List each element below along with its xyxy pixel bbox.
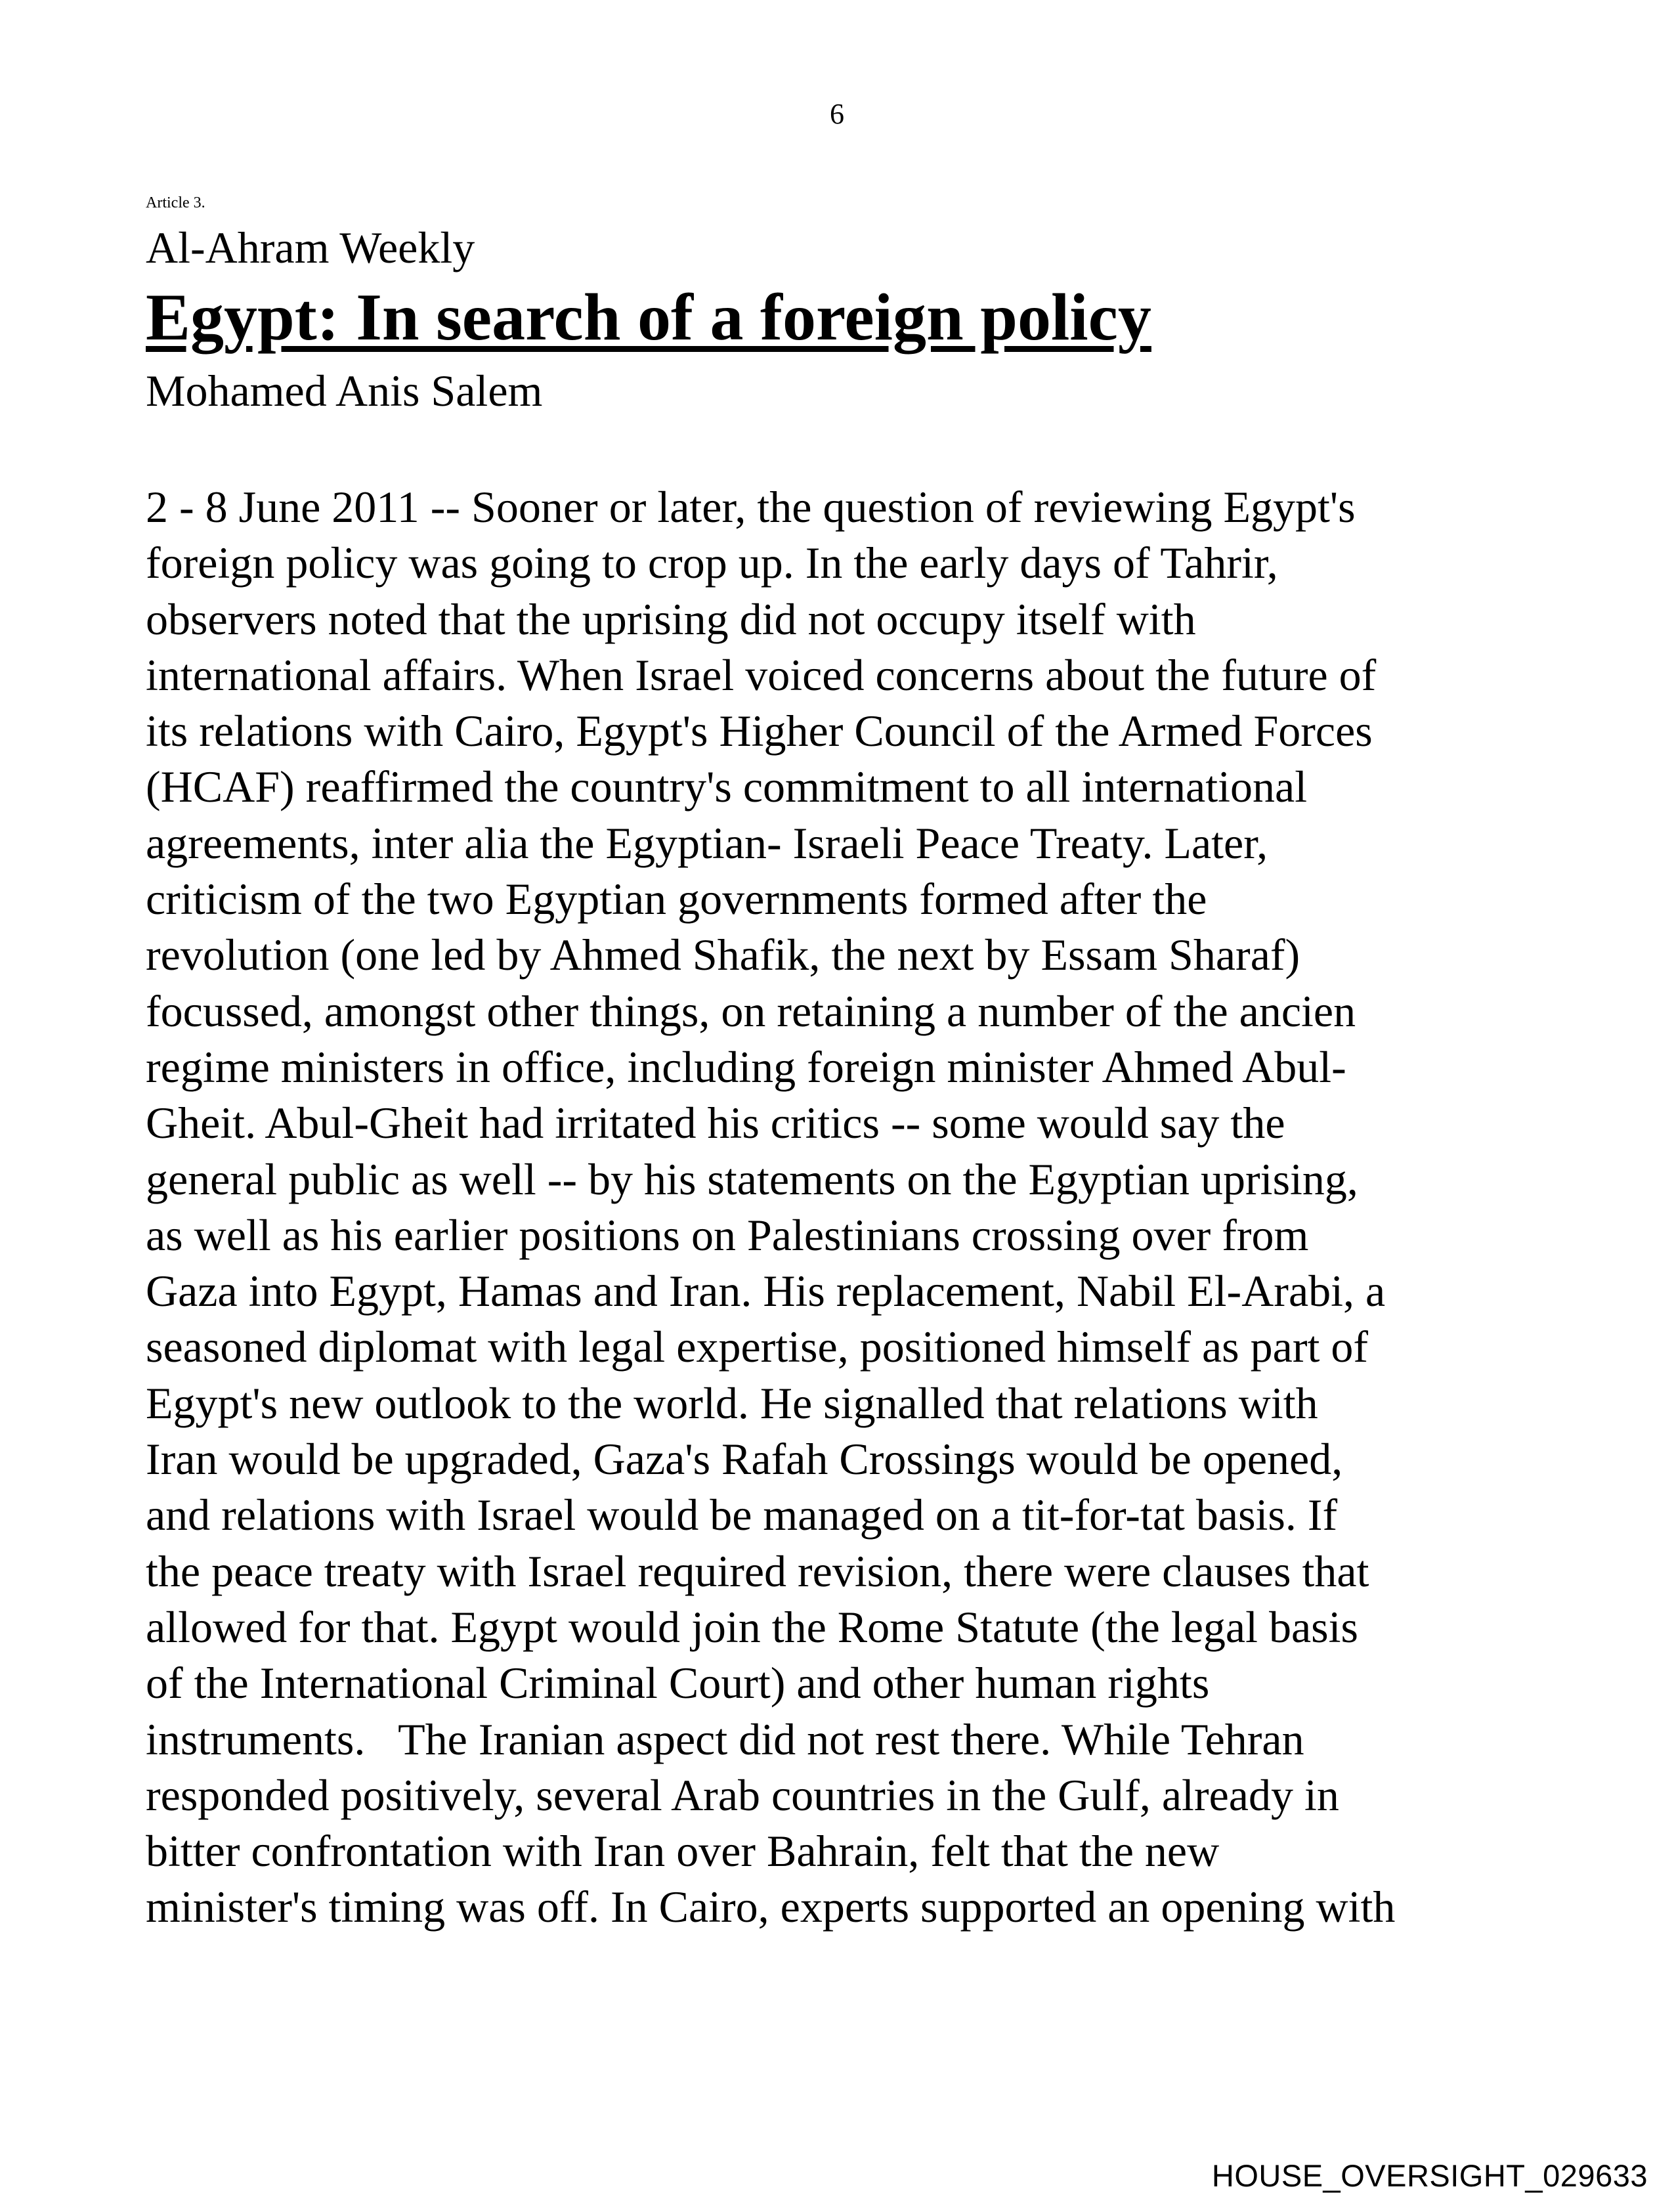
article-author: Mohamed Anis Salem bbox=[146, 366, 543, 416]
document-id: HOUSE_OVERSIGHT_029633 bbox=[1211, 2158, 1648, 2193]
article-label: Article 3. bbox=[146, 194, 205, 211]
body-line: minister's timing was off. In Cairo, experts supported an opening with bbox=[146, 1882, 1396, 1932]
article-headline: Egypt: In search of a foreign policy bbox=[146, 280, 1151, 355]
body-line: Gaza into Egypt, Hamas and Iran. His replacement, Nabil El-Arabi, a bbox=[146, 1266, 1386, 1316]
body-line: criticism of the two Egyptian governments formed after the bbox=[146, 874, 1207, 924]
body-line: Gheit. Abul-Gheit had irritated his critics -- some would say the bbox=[146, 1098, 1285, 1148]
page-number: 6 bbox=[830, 98, 844, 130]
body-line: bitter confrontation with Iran over Bahrain, felt that the new bbox=[146, 1826, 1220, 1876]
body-line: and relations with Israel would be managed on a tit-for-tat basis. If bbox=[146, 1490, 1338, 1540]
body-line: allowed for that. Egypt would join the Rome Statute (the legal basis bbox=[146, 1601, 1358, 1652]
publication-name: Al-Ahram Weekly bbox=[146, 223, 475, 272]
body-line: as well as his earlier positions on Palestinians crossing over from bbox=[146, 1209, 1309, 1260]
body-line: focussed, amongst other things, on retaining a number of the ancien bbox=[146, 986, 1356, 1036]
body-line: international affairs. When Israel voiced concerns about the future of bbox=[146, 649, 1377, 700]
body-line: of the International Criminal Court) and other human rights bbox=[146, 1658, 1210, 1708]
body-line: regime ministers in office, including foreign minister Ahmed Abul- bbox=[146, 1041, 1346, 1092]
body-line: foreign policy was going to crop up. In the early days of Tahrir, bbox=[146, 538, 1278, 588]
body-line: revolution (one led by Ahmed Shafik, the next by Essam Sharaf) bbox=[146, 930, 1300, 980]
body-line: observers noted that the uprising did not occupy itself with bbox=[146, 594, 1196, 644]
body-line: 2 - 8 June 2011 -- Sooner or later, the question of reviewing Egypt's bbox=[146, 482, 1356, 532]
body-line: instruments. The Iranian aspect did not rest there. While Tehran bbox=[146, 1714, 1304, 1764]
body-line: (HCAF) reaffirmed the country's commitment to all international bbox=[146, 762, 1308, 812]
body-line: responded positively, several Arab countries in the Gulf, already in bbox=[146, 1769, 1339, 1820]
body-line: Egypt's new outlook to the world. He signalled that relations with bbox=[146, 1377, 1318, 1428]
body-line: agreements, inter alia the Egyptian- Israeli Peace Treaty. Later, bbox=[146, 817, 1268, 868]
body-line: Iran would be upgraded, Gaza's Rafah Crossings would be opened, bbox=[146, 1434, 1343, 1485]
body-line: general public as well -- by his statements on the Egyptian uprising, bbox=[146, 1154, 1358, 1204]
body-line: the peace treaty with Israel required revision, there were clauses that bbox=[146, 1546, 1369, 1596]
body-line: seasoned diplomat with legal expertise, positioned himself as part of bbox=[146, 1322, 1368, 1372]
article-body bbox=[146, 479, 1557, 1936]
body-line: its relations with Cairo, Egypt's Higher Council of the Armed Forces bbox=[146, 706, 1373, 756]
